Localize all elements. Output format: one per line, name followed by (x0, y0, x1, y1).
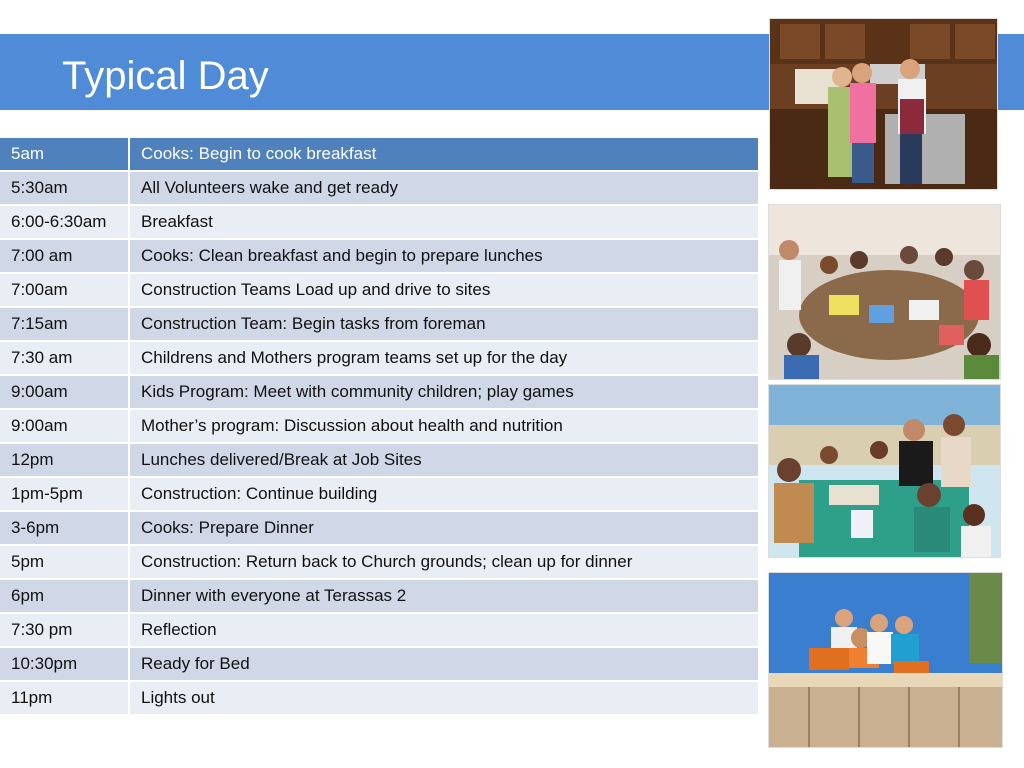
time-cell: 10:30pm (0, 648, 130, 680)
activity-cell: Cooks: Prepare Dinner (130, 512, 760, 544)
kitchen-photo (769, 18, 998, 190)
activity-cell: Construction: Continue building (130, 478, 760, 510)
time-cell: 7:15am (0, 308, 130, 340)
activity-cell: All Volunteers wake and get ready (130, 172, 760, 204)
activity-cell: Reflection (130, 614, 760, 646)
table-row (0, 376, 760, 408)
time-cell: 7:30 am (0, 342, 130, 374)
table-row (0, 682, 760, 714)
mothers-program-photo (768, 384, 1001, 558)
construction-team-photo (768, 572, 1003, 748)
table-row (0, 342, 760, 374)
time-cell: 9:00am (0, 410, 130, 442)
table-row (0, 240, 760, 272)
schedule-table (0, 136, 760, 716)
activity-cell: Breakfast (130, 206, 760, 238)
time-cell: 5pm (0, 546, 130, 578)
table-row (0, 274, 760, 306)
time-cell: 7:30 pm (0, 614, 130, 646)
activity-cell: Lunches delivered/Break at Job Sites (130, 444, 760, 476)
table-row (0, 444, 760, 476)
activity-cell: Cooks: Begin to cook breakfast (130, 138, 760, 170)
time-cell: 7:00 am (0, 240, 130, 272)
activity-cell: Childrens and Mothers program teams set up for the day (130, 342, 760, 374)
table-row (0, 138, 760, 170)
time-cell: 11pm (0, 682, 130, 714)
time-cell: 3-6pm (0, 512, 130, 544)
table-row (0, 308, 760, 340)
time-cell: 9:00am (0, 376, 130, 408)
time-cell: 6pm (0, 580, 130, 612)
activity-cell: Mother’s program: Discussion about health and nutrition (130, 410, 760, 442)
activity-cell: Lights out (130, 682, 760, 714)
table-row (0, 172, 760, 204)
time-cell: 1pm-5pm (0, 478, 130, 510)
activity-cell: Kids Program: Meet with community children; play games (130, 376, 760, 408)
table-row (0, 206, 760, 238)
table-row (0, 512, 760, 544)
activity-cell: Construction Team: Begin tasks from foreman (130, 308, 760, 340)
table-row (0, 614, 760, 646)
time-cell: 5am (0, 138, 130, 170)
table-row (0, 410, 760, 442)
time-cell: 12pm (0, 444, 130, 476)
slide-title: Typical Day (62, 54, 269, 98)
activity-cell: Dinner with everyone at Terassas 2 (130, 580, 760, 612)
table-row (0, 546, 760, 578)
table-row (0, 580, 760, 612)
time-cell: 5:30am (0, 172, 130, 204)
time-cell: 6:00-6:30am (0, 206, 130, 238)
table-row (0, 478, 760, 510)
time-cell: 7:00am (0, 274, 130, 306)
activity-cell: Construction: Return back to Church grounds; clean up for dinner (130, 546, 760, 578)
activity-cell: Ready for Bed (130, 648, 760, 680)
table-row (0, 648, 760, 680)
kids-crafts-photo (768, 204, 1001, 380)
activity-cell: Cooks: Clean breakfast and begin to prepare lunches (130, 240, 760, 272)
activity-cell: Construction Teams Load up and drive to sites (130, 274, 760, 306)
